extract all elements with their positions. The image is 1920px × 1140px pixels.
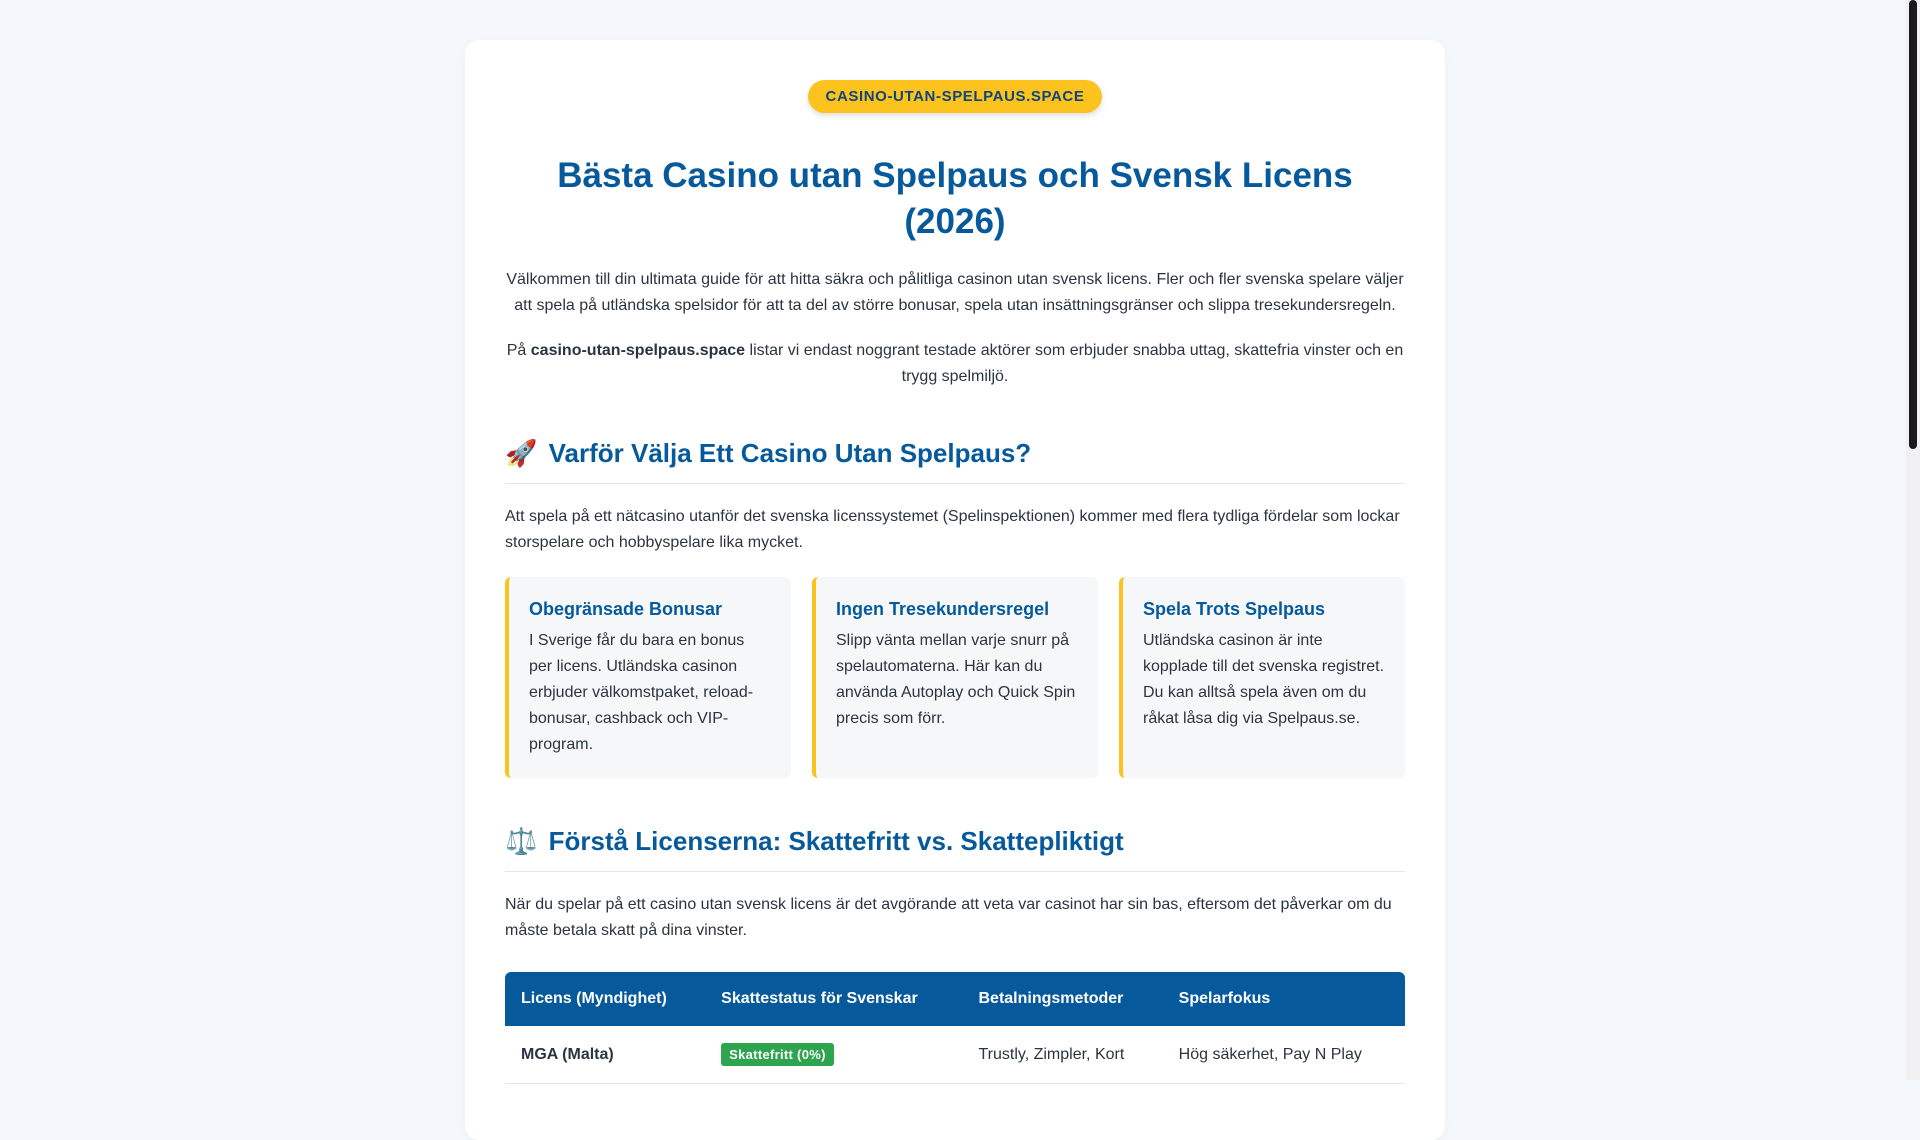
rocket-icon: 🚀: [505, 439, 538, 469]
intro-site-name: casino-utan-spelpaus.space: [530, 342, 746, 359]
intro-paragraph-2: [505, 338, 1405, 390]
content-card: [465, 40, 1445, 1140]
section-heading-why-text: Varför Välja Ett Casino Utan Spelpaus?: [548, 438, 1032, 468]
table-header-cell: Spelarfokus: [1178, 990, 1271, 1007]
site-badge: CASINO-UTAN-SPELPAUS.SPACE: [808, 80, 1103, 113]
scales-icon: ⚖️: [505, 827, 538, 857]
intro-p2-prefix: På: [506, 342, 527, 359]
section-heading-licenses-text: Förstå Licenserna: Skattefritt vs. Skattepliktigt: [548, 826, 1124, 856]
content-inner: [505, 40, 1405, 1084]
feature-card: [505, 577, 791, 778]
intro-p2-suffix: listar vi endast noggrant testade aktörer som erbjuder snabba uttag, skattefria vinster och en trygg spelmiljö.: [749, 342, 1404, 385]
table-header-cell: Skattestatus för Svenskar: [721, 990, 918, 1007]
payments-cell: Trustly, Zimpler, Kort: [962, 1026, 1162, 1084]
scrollbar-thumb[interactable]: [1909, 0, 1917, 449]
license-cell: MGA (Malta): [505, 1026, 705, 1084]
feature-text: I Sverige får du bara en bonus per licens. Utländska casinon erbjuder välkomstpaket, reload-bonusar, cashback och VIP-program.: [529, 632, 754, 753]
feature-list: [505, 577, 1405, 778]
page-title: Bästa Casino utan Spelpaus och Svensk Licens (2026): [557, 156, 1353, 241]
feature-title: Obegränsade Bonusar: [529, 599, 723, 619]
section-why-text: Att spela på ett nätcasino utanför det svenska licenssystemet (Spelinspektionen) kommer med flera tydliga fördelar som lockar storspelare och hobbyspelare lika mycket.: [505, 508, 1400, 551]
focus-cell: Hög säkerhet, Pay N Play: [1163, 1026, 1405, 1084]
site-badge-wrap: [505, 80, 1405, 113]
feature-text: Slipp vänta mellan varje snurr på spelautomaterna. Här kan du använda Autoplay och Quick Spin precis som förr.: [836, 632, 1076, 727]
page-scrollbar[interactable]: [1906, 0, 1920, 1080]
table-header-row: [505, 972, 1405, 1026]
table-header-cell: Licens (Myndighet): [521, 990, 667, 1007]
intro-paragraph-1: Välkommen till din ultimata guide för att hitta säkra och pålitliga casinon utan svensk licens. Fler och fler svenska spelare väljer att spela på utländska spelsidor för att ta del av större bonusar, spela utan insättningsgränser och slippa tresekundersregeln.: [506, 271, 1404, 314]
section-heading-licenses: [505, 822, 1405, 872]
feature-title: Spela Trots Spelpaus: [1143, 599, 1326, 619]
feature-card: [812, 577, 1098, 778]
table-header-cell: Betalningsmetoder: [978, 990, 1124, 1007]
table-row: [505, 1026, 1405, 1084]
section-licenses-text: När du spelar på ett casino utan svensk licens är det avgörande att veta var casinot har sin bas, eftersom det påverkar om du måste betala skatt på dina vinster.: [505, 896, 1392, 939]
license-table: [505, 972, 1405, 1084]
feature-title: Ingen Tresekundersregel: [836, 599, 1050, 619]
tax-status-badge: Skattefritt (0%): [721, 1043, 834, 1066]
tax-cell: [705, 1026, 962, 1084]
section-heading-why: [505, 434, 1405, 484]
feature-text: Utländska casinon är inte kopplade till det svenska registret. Du kan alltså spela även om du råkat låsa dig via Spelpaus.se.: [1143, 632, 1385, 727]
feature-card: [1119, 577, 1405, 778]
